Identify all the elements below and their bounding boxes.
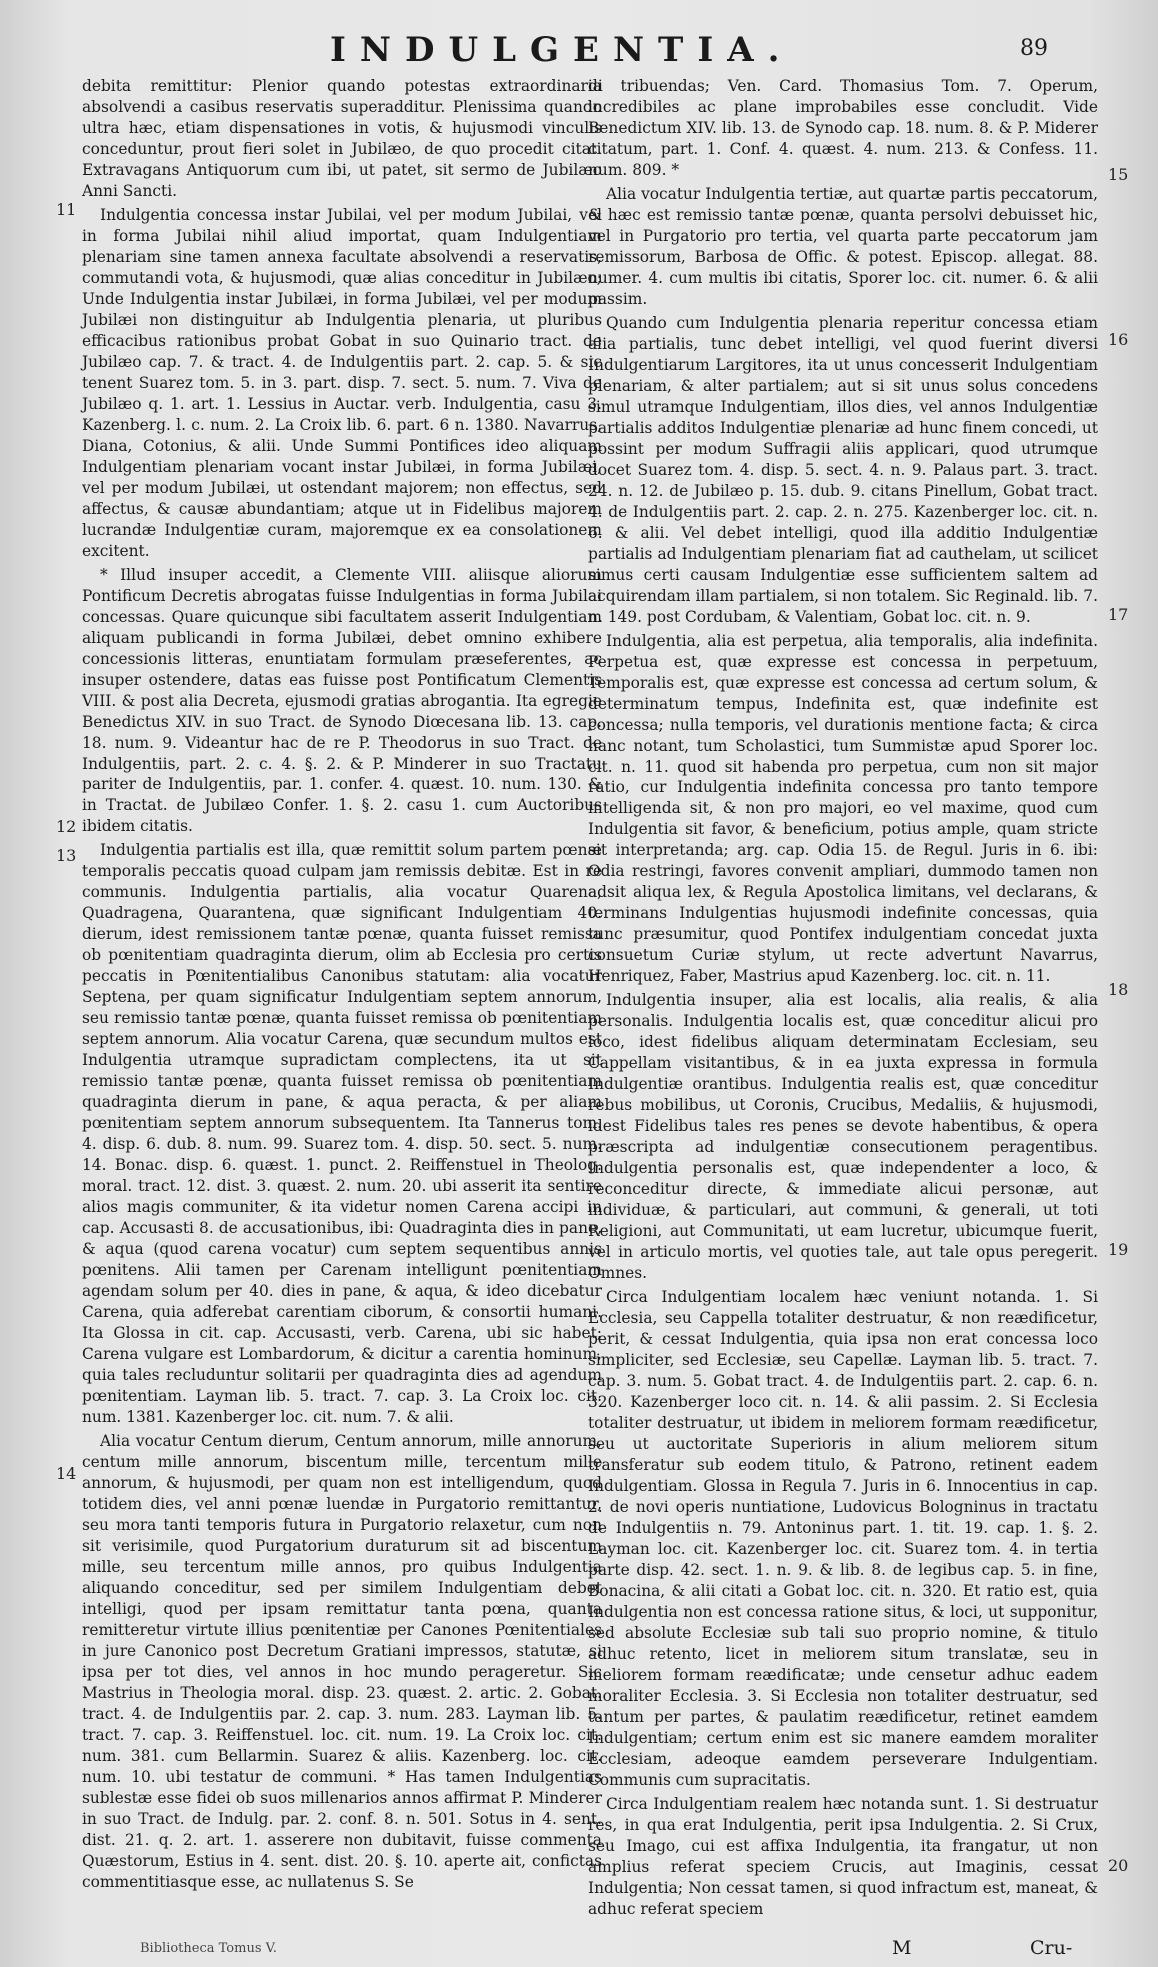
page-footer xyxy=(0,1937,1158,1963)
paragraph: Indulgentia insuper, alia est localis, alia realis, & alia personalis. Indulgentia localis est, quæ conceditur alicui pro loco, idest fidelibus aliquam determinatam Ecclesiam, seu Cappellam visitantibus, & in ea juxta expressa in formula Indulgentiæ orantibus. Indulgentia realis est, quæ conceditur rebus mobilibus, ut Coronis, Crucibus, Medaliis, & hujusmodi, idest Fidelibus tales res penes se devote habentibus, & opera præscripta ad indulgentiæ consecutionem peragentibus. Indulgentia personalis est, quæ independenter a loco, & reconceditur directe, & immediate alicui personæ, aut individuæ, & particulari, aut communi, & generali, ut toti Religioni, aut Communitati, ut eam lucretur, ubicumque fuerit, vel in articulo mortis, vel quoties tale, aut tale opus peregerit. Omnes. xyxy=(588,991,1098,1283)
footer-note: Bibliotheca Tomus V. xyxy=(140,1941,277,1956)
paragraph: Indulgentia, alia est perpetua, alia temporalis, alia indefinita. Perpetua est, quæ expresse est concessa in perpetuum, Temporalis est, quæ expresse est concessa ad certum solum, & determinatum tempus, Indefinita est, quæ indefinite est concessa; nulla temporis, vel durationis mentione facta; & circa hanc notant, tum Scholastici, tum Summistæ apud Sporer loc. cit. n. 11. quod sit habenda pro perpetua, cum non sit major ratio, cur Indulgentia indefinita concessa pro tanto tempore intelligenda sit, & non pro majori, eo vel maxime, quod cum Indulgentia sit favor, & beneficium, potius ample, quam stricte sit interpretanda; arg. cap. Odia 15. de Regul. Juris in 6. ibi: Odia restringi, favores convenit ampliari, dummodo tamen non adsit aliqua lex, & Regula Apostolica limitans, vel declarans, & terminans Indulgentias hujusmodi indefinite concessas, quia tunc præsumitur, quod Pontifex indulgentiam concedat juxta consuetum Curiæ stylum, ut recte advertunt Navarrus, Henriquez, Faber, Mastrius apud Kazenberg. loc. cit. n. 11. xyxy=(588,631,1098,986)
running-head: INDULGENTIA. xyxy=(330,30,794,70)
margin-number: 14 xyxy=(56,1464,77,1483)
margin-number: 13 xyxy=(56,846,77,865)
margin-number: 17 xyxy=(1108,605,1129,624)
paragraph: Alia vocatur Indulgentia tertiæ, aut quartæ partis peccatorum, & hæc est remissio tantæ pœnæ, quanta persolvi debuisset hic, vel in Purgatorio pro tertia, vel quarta parte peccatorum jam remissorum, Barbosa de Offic. & potest. Episcop. allegat. 88. numer. 4. cum multis ibi citatis, Sporer loc. cit. numer. 6. & alii passim. xyxy=(588,184,1098,308)
right-column xyxy=(588,76,1098,1923)
paragraph: * Illud insuper accedit, a Clemente VIII. aliisque aliorum Pontificum Decretis abrogatas fuisse Indulgentias in forma Jubilai concessas. Quare quicunque sibi facultatem asserit Indulgentiam aliquam publicandi in forma Jubilæi, debet omnino exhibere concessionis litteras, enuntiatam formulam præseferentes, ac insuper ostendere, datas eas fuisse post Pontificatum Clementis VIII. & post alia Decreta, ejusmodi gratias abrogantia. Ita egregie Benedictus XIV. in suo Tract. de Synodo Diœcesana lib. 13. cap. 18. num. 9. Videantur hac de re P. Theodorus in suo Tract. de Indulgentiis, part. 2. c. 4. §. 2. & P. Minderer in suo Tractatu pariter de Indulgentiis, par. 1. confer. 4. quæst. 10. num. 130. & in Tractat. de Jubilæo Confer. 1. §. 2. casu 1. cum Auctoribus ibidem citatis. xyxy=(82,565,602,836)
margin-number: 18 xyxy=(1108,980,1129,999)
paragraph: di tribuendas; Ven. Card. Thomasius Tom. 7. Operum, incredibiles ac plane improbabiles esse concludit. Vide Benedictum XIV. lib. 13. de Synodo cap. 18. num. 8. & P. Miderer citatum, part. 1. Conf. 4. quæst. 4. num. 213. & Confess. 11. num. 809. * xyxy=(588,77,1098,179)
paragraph: Circa Indulgentiam realem hæc notanda sunt. 1. Si destruatur res, in qua erat Indulgentia, perit ipsa Indulgentia. 2. Si Crux, seu Imago, cui est affixa Indulgentia, ita frangatur, ut non amplius referat speciem Crucis, aut Imaginis, cessat Indulgentia; Non cessat tamen, si quod infractum est, maneat, & adhuc referat speciem xyxy=(588,1794,1098,1918)
margin-number: 11 xyxy=(56,200,77,219)
page-number: 89 xyxy=(1020,36,1048,61)
paragraph: Circa Indulgentiam localem hæc veniunt notanda. 1. Si Ecclesia, seu Cappella totaliter destruatur, & non reædificetur, perit, & cessat Indulgentia, quia ipsa non erat concessa loco simpliciter, sed Ecclesiæ, seu Capellæ. Layman lib. 5. tract. 7. cap. 3. num. 5. Gobat tract. 4. de Indulgentiis part. 2. cap. 6. n. 320. Kazenberger loco cit. n. 14. & alii passim. 2. Si Ecclesia totaliter destruatur, ut ibidem in meliorem formam reædificetur, seu ut auctoritate Superioris in alium meliorem situm transferatur sub eodem titulo, & Patrono, retinent eadem Indulgentiam. Glossa in Regula 7. Juris in 6. Innocentius in cap. 2. de novi operis nuntiatione, Ludovicus Bologninus in tractatu de Indulgentiis n. 79. Antoninus part. 1. tit. 19. cap. 1. §. 2. Layman loc. cit. Kazenberger loc. cit. Suarez tom. 4. in tertia parte disp. 42. sect. 1. n. 9. & lib. 8. de legibus cap. 5. in fine, Bonacina, & alii citati a Gobat loc. cit. n. 320. Et ratio est, quia Indulgentia non est concessa ratione situs, & loci, ut supponitur, sed absolute Ecclesiæ sub tali suo proprio nomine, & titulo adhuc retento, licet in meliorem situm translatæ, seu in meliorem formam reædificatæ; unde censetur adhuc eadem moraliter Ecclesia. 3. Si Ecclesia non totaliter destruatur, sed tantum per partes, & paulatim reædificetur, retinet eamdem Indulgentiam; certum enim est sic manere eamdem moraliter Ecclesiam, adeoque eamdem perseverare Indulgentiam. Communis cum supracitatis. xyxy=(588,1288,1098,1789)
margin-number: 12 xyxy=(56,817,77,836)
paragraph: debita remittitur: Plenior quando potestas extraordinaria absolvendi a casibus reservatis superadditur. Plenissima quando ultra hæc, etiam dispensationes in votis, & hujusmodi vinculis conceduntur, prout fieri solet in Jubilæo, de quo procedit citat. Extravagans Antiquorum cum ibi, ut patet, sit sermo de Jubilæo Anni Sancti. xyxy=(82,77,602,200)
page-header xyxy=(0,30,1158,70)
catchword: Cru- xyxy=(1030,1937,1073,1959)
paragraph: Quando cum Indulgentia plenaria reperitur concessa etiam alia partialis, tunc debet intelligi, vel quod fuerint diversi Indulgentiarum Largitores, ita ut unus concesserit Indulgentiam plenariam, & alter partialem; aut si sit unus solus concedens simul utramque Indulgentiam, illos dies, vel annos Indulgentiæ partialis additos Indulgentiæ plenariæ ad hunc finem concedi, ut possint per modum Suffragii aliis applicari, quod utrumque docet Suarez tom. 4. disp. 5. sect. 4. n. 9. Palaus part. 3. tract. 24. n. 12. de Jubilæo p. 15. dub. 9. citans Pinellum, Gobat tract. 4. de Indulgentiis part. 2. cap. 2. n. 275. Kazenberger loc. cit. n. 6. & alii. Vel debet intelligi, quod illa additio Indulgentiæ partialis ad Indulgentiam plenariam fiat ad cauthelam, ut scilicet simus certi causam Indulgentiæ esse sufficientem saltem ad acquirendam illam partialem, si non totalem. Sic Reginald. lib. 7. n. 149. post Cordubam, & Valentiam, Gobat loc. cit. n. 9. xyxy=(588,313,1098,626)
paragraph: Indulgentia concessa instar Jubilai, vel per modum Jubilai, vel in forma Jubilai nihil aliud importat, quam Indulgentiam plenariam sine tamen annexa facultate absolvendi a reservatis, commutandi vota, & hujusmodi, quæ alias conceditur in Jubilæo; Unde Indulgentia instar Jubilæi, in forma Jubilæi, vel per modum Jubilæi non distinguitur ab Indulgentia plenaria, ut pluribus efficacibus rationibus probat Gobat in suo Quinario tract. de Jubilæo cap. 7. & tract. 4. de Indulgentiis part. 2. cap. 5. & sic tenent Suarez tom. 5. in 3. part. disp. 7. sect. 5. num. 7. Viva de Jubilæo q. 1. art. 1. Lessius in Auctar. verb. Indulgentia, casu 3. Kazenberg. l. c. num. 2. La Croix lib. 6. part. 6 n. 1380. Navarrus, Diana, Cotonius, & alii. Unde Summi Pontifices ideo aliquam Indulgentiam plenariam vocant instar Jubilæi, in forma Jubilæi, vel per modum Jubilæi, ut ostendant majorem; non effectus, sed affectus, & causæ abundantiam; atque ut in Fidelibus majorem lucrandæ Indulgentiæ curam, majoremque ex ea consolationem excitent. xyxy=(82,205,602,560)
margin-number: 16 xyxy=(1108,330,1129,349)
margin-number: 20 xyxy=(1108,1856,1129,1875)
left-column xyxy=(82,76,602,1896)
paragraph: Alia vocatur Centum dierum, Centum annorum, mille annorum, centum mille annorum, biscentum mille, tercentum mille annorum, & hujusmodi, per quam non est intelligendum, quod totidem dies, vel anni pœnæ luendæ in Purgatorio remittantur, seu mora tanti temporis futura in Purgatorio relaxetur, cum non sit verisimile, quod Purgatorium duraturum sit ad biscentum mille, seu tercentum mille annos, pro quibus Indulgentia aliquando conceditur, sed per similem Indulgentiam debet intelligi, quod per ipsam remittatur tanta pœna, quanta remitteretur virtute illius pœnitentiæ per Canones Pœnitentiales in jure Canonico post Decretum Gratiani impressos, statutæ, si ipsa per tot dies, vel annos in hoc mundo perageretur. Sic Mastrius in Theologia moral. disp. 23. quæst. 2. artic. 2. Gobat. tract. 4. de Indulgentiis par. 2. cap. 3. num. 283. Layman lib. 5. tract. 7. cap. 3. Reiffenstuel. loc. cit. num. 19. La Croix loc. cit. num. 381. cum Bellarmin. Suarez & aliis. Kazenberg. loc. cit. num. 10. ubi testatur de communi. * Has tamen Indulgentias sublestæ esse fidei ob suos millenarios annos affirmat P. Minderer in suo Tract. de Indulg. par. 2. conf. 8. n. 501. Sotus in 4. sent. dist. 21. q. 2. art. 1. asserere non dubitavit, fuisse commenta Quæstorum, Estius in 4. sent. dist. 20. §. 10. aperte ait, confictas commentitiasque esse, ac nullatenus S. Se xyxy=(82,1432,602,1891)
signature-mark: M xyxy=(892,1937,912,1959)
paragraph: Indulgentia partialis est illa, quæ remittit solum partem pœnæ temporalis peccatis quoad culpam jam remissis debitæ. Est in re communis. Indulgentia partialis, alia vocatur Quarena, Quadragena, Quarantena, quæ significant Indulgentiam 40. dierum, idest remissionem tantæ pœnæ, quanta fuisset remissa ob pœnitentiam quadraginta dierum, olim ab Ecclesia pro certis peccatis in Pœnitentialibus Canonibus statutam: alia vocatur Septena, per quam significatur Indulgentiam septem annorum, seu remissio tantæ pœnæ, quanta fuisset remissa ob pœnitentiam septem annorum. Alia vocatur Carena, quæ secundum multos est Indulgentia utramque supradictam complectens, ita ut sit remissio tantæ pœnæ, quanta fuisset remissa ob pœnitentiam quadraginta dierum in pane, & aqua peracta, & per aliam pœnitentiam septem annorum subsequentem. Ita Tannerus tom. 4. disp. 6. dub. 8. num. 99. Suarez tom. 4. disp. 50. sect. 5. num. 14. Bonac. disp. 6. quæst. 1. punct. 2. Reiffenstuel in Theolog. moral. tract. 12. dist. 3. quæst. 2. num. 20. ubi asserit ita sentire alios magis communiter, & ita videtur nomen Carena accipi in cap. Accusasti 8. de accusationibus, ibi: Quadraginta dies in pane, & aqua (quod carena vocatur) cum septem sequentibus annis pœnitens. Alii tamen per Carenam intelligunt pœnitentiam agendam solum per 40. dies in pane, & aqua, & ideo dicebatur Carena, quia adferebat carentiam ciborum, & consortii humani. Ita Glossa in cit. cap. Accusasti, verb. Carena, ubi sic habet; Carena vulgare est Lombardorum, & dicitur a carentia hominum, quia tales recluduntur solitarii per quadraginta dies ad agendum pœnitentiam. Layman lib. 5. tract. 7. cap. 3. La Croix loc. cit. num. 1381. Kazenberger loc. cit. num. 7. & alii. xyxy=(82,841,602,1427)
margin-number: 19 xyxy=(1108,1240,1129,1259)
margin-number: 15 xyxy=(1108,165,1129,184)
